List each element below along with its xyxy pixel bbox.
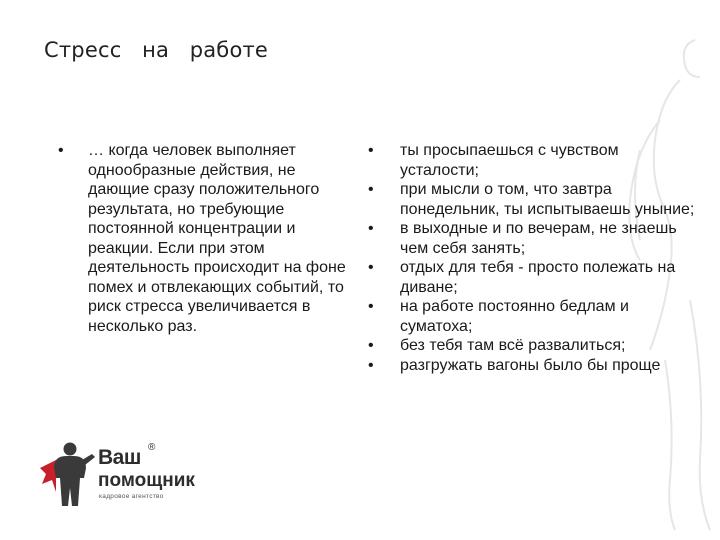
list-item-text: на работе постоянно бедлам и суматоха; xyxy=(400,298,629,335)
list-item xyxy=(368,336,698,356)
logo-line-1: Ваш xyxy=(98,446,141,469)
list-item xyxy=(368,180,698,219)
bullet-icon: • xyxy=(368,142,374,159)
list-item xyxy=(368,219,698,258)
list-item-text: без тебя там всё развалиться; xyxy=(400,337,626,354)
list-item-text: … когда человек выполняет однообразные действия, не дающие сразу положительного результата, но требующие постоянной концентрации и реакции. Если при этом деятельность происходит на фоне помех и отвлекающих событий, то риск стресса увеличивается в несколько раз. xyxy=(88,142,346,335)
registered-mark: ® xyxy=(148,442,156,453)
list-item-text: ты просыпаешься с чувством усталости; xyxy=(400,142,619,179)
logo-line-2: помощник xyxy=(98,470,195,491)
bullet-icon: • xyxy=(368,337,374,354)
hero-figure-icon xyxy=(38,440,100,510)
slide-title: Стресс на работе xyxy=(44,38,269,62)
list-item-text: отдых для тебя - просто полежать на диване; xyxy=(400,259,676,296)
list-item xyxy=(368,356,698,376)
logo-tagline: кадровое агентство xyxy=(99,493,164,500)
right-bullet-list xyxy=(368,141,698,375)
list-item-text: при мысли о том, что завтра понедельник, ты испытываешь уныние; xyxy=(400,181,695,218)
bullet-icon: • xyxy=(368,298,374,315)
list-item xyxy=(368,141,698,180)
left-bullet-list xyxy=(58,141,358,336)
bullet-icon: • xyxy=(368,220,374,237)
list-item xyxy=(368,297,698,336)
bullet-icon: • xyxy=(368,259,374,276)
list-item xyxy=(58,141,358,336)
list-item-text: в выходные и по вечерам, не знаешь чем себя занять; xyxy=(400,220,677,257)
list-item xyxy=(368,258,698,297)
company-logo xyxy=(38,440,238,510)
list-item-text: разгружать вагоны было бы проще xyxy=(400,356,661,374)
bullet-icon: • xyxy=(368,181,374,198)
bullet-icon: • xyxy=(58,142,64,159)
bullet-icon: • xyxy=(368,356,374,374)
